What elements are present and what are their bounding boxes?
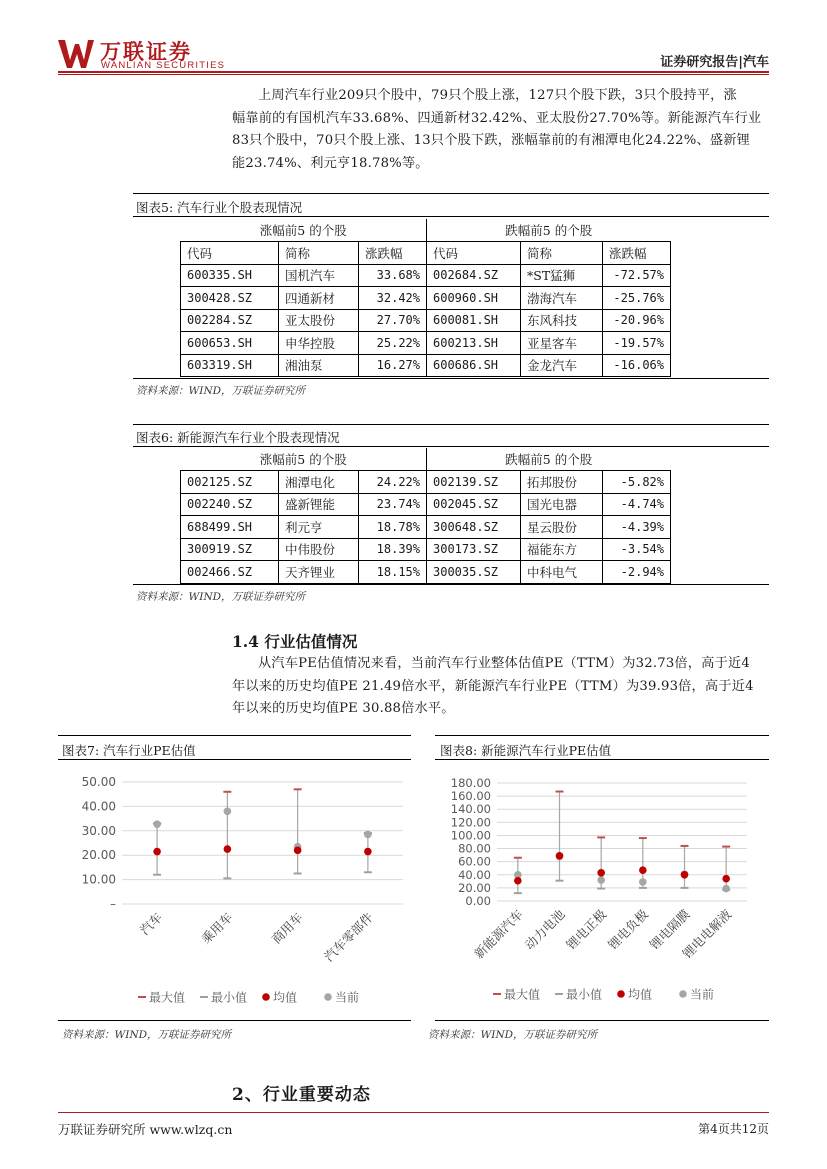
- company-logo-icon: [58, 38, 94, 70]
- fig8-caption: 图表8: 新能源汽车行业PE估值: [440, 743, 612, 758]
- stock-change: -20.96%: [603, 309, 671, 332]
- stock-code: 002240.SZ: [181, 493, 279, 516]
- fig6-top-rule: [133, 424, 769, 425]
- category-label: 动力电池: [521, 906, 568, 953]
- stock-code: 603319.SH: [181, 354, 279, 377]
- stock-name: 中伟股份: [279, 538, 359, 561]
- fig8-bottom-rule: [435, 1020, 769, 1021]
- header-rule-thin: [58, 74, 769, 75]
- stock-code: 002045.SZ: [427, 493, 521, 516]
- intro-paragraph: [232, 85, 770, 175]
- category-label: 锂电隔膜: [646, 906, 693, 953]
- col-name: 简称: [279, 242, 359, 265]
- table-row: [181, 538, 671, 561]
- category-label: 锂电电解液: [679, 906, 735, 962]
- stock-code: 300648.SZ: [427, 516, 521, 539]
- current-marker: [224, 807, 232, 815]
- mean-marker: [514, 877, 522, 885]
- stock-name: 星云股份: [521, 516, 603, 539]
- stock-change: 25.22%: [359, 332, 427, 355]
- col-change: 涨跌幅: [359, 242, 427, 265]
- stock-name: 天齐锂业: [279, 561, 359, 584]
- table-row: [181, 354, 671, 377]
- valuation-line: 年以来的历史均值PE 30.88倍水平。: [232, 701, 455, 716]
- stock-change: -4.39%: [603, 516, 671, 539]
- stock-change: -25.76%: [603, 287, 671, 310]
- y-tick-label: 30.00: [81, 823, 116, 838]
- stock-change: -19.57%: [603, 332, 671, 355]
- legend-label: 均值: [628, 987, 653, 1002]
- col-name: 简称: [521, 242, 603, 265]
- legend-label: 当前: [690, 987, 715, 1002]
- stock-change: 18.39%: [359, 538, 427, 561]
- y-tick-label: 120.00: [450, 815, 491, 830]
- fig8-source-text: 资料来源：WIND，万联证券研究所: [428, 1029, 598, 1041]
- legend-swatch: [679, 990, 687, 998]
- legend-label: 均值: [273, 990, 298, 1005]
- fig5-caption-rule: [133, 216, 769, 217]
- fig6-caption-rule: [133, 446, 769, 447]
- stock-name: 四通新材: [279, 287, 359, 310]
- fig6-source: 资料来源：WIND，万联证券研究所: [136, 591, 306, 603]
- table-row: [181, 516, 671, 539]
- stock-change: 24.22%: [359, 471, 427, 494]
- current-marker: [597, 876, 605, 884]
- fig6-losers-header: 跌幅前5 的个股: [427, 448, 671, 471]
- legend-label: 最大值: [504, 987, 541, 1002]
- col-code: 代码: [427, 242, 521, 265]
- category-label: 锂电正极: [563, 906, 610, 953]
- stock-name: 中科电气: [521, 561, 603, 584]
- stock-code: 002684.SZ: [427, 264, 521, 287]
- stock-name: 亚星客车: [521, 332, 603, 355]
- table-row: [181, 493, 671, 516]
- fig8-chart: [435, 762, 769, 1018]
- mean-marker: [597, 869, 605, 877]
- col-code: 代码: [181, 242, 279, 265]
- mean-marker: [722, 875, 730, 883]
- valuation-line: 年以来的历史均值PE 21.49倍水平，新能源汽车行业PE（TTM）为39.93倍，高于近4: [232, 678, 754, 694]
- stock-code: 600960.SH: [427, 287, 521, 310]
- y-tick-label: –: [110, 897, 116, 911]
- legend-label: 当前: [335, 990, 360, 1005]
- stock-code: 002139.SZ: [427, 471, 521, 494]
- y-tick-label: 140.00: [450, 802, 491, 817]
- category-label: 汽车: [136, 909, 166, 938]
- fig5-caption: 图表5: 汽车行业个股表现情况: [136, 200, 303, 215]
- intro-line: 83只个股中，70只个股上涨、13只个股下跌，涨幅靠前的有湘潭电化24.22%、盛新锂: [232, 133, 751, 148]
- logo-english-name: WANLIAN SECURITIES: [101, 60, 226, 71]
- stock-change: 23.74%: [359, 493, 427, 516]
- fig6-caption: 图表6: 新能源汽车行业个股表现情况: [136, 430, 340, 445]
- legend-label: 最小值: [211, 990, 248, 1005]
- fig7-top-rule: [58, 735, 411, 736]
- header-rule: [58, 71, 769, 73]
- table-row: [181, 287, 671, 310]
- stock-change: -2.94%: [603, 561, 671, 584]
- legend-label: 最大值: [149, 990, 186, 1005]
- fig7-caption: 图表7: 汽车行业PE估值: [62, 743, 196, 758]
- section-2-title: 2、行业重要动态: [232, 1085, 371, 1105]
- footer-left: 万联证券研究所 www.wlzq.cn: [58, 1122, 233, 1137]
- fig6-table: [180, 448, 671, 584]
- section-1-4-title: 1.4 行业估值情况: [232, 632, 358, 651]
- stock-name: 东风科技: [521, 309, 603, 332]
- fig8-source: [428, 1027, 769, 1042]
- y-tick-label: 160.00: [450, 789, 491, 804]
- fig5-group-header-row: [181, 219, 671, 242]
- legend-swatch: [617, 990, 625, 998]
- stock-name: 福能东方: [521, 538, 603, 561]
- intro-line: 幅靠前的有国机汽车33.68%、四通新材32.42%、亚太股份27.70%等。新能源汽车行业: [232, 110, 762, 126]
- stock-name: 拓邦股份: [521, 471, 603, 494]
- stock-name: *ST猛狮: [521, 264, 603, 287]
- valuation-line: 从汽车PE估值情况来看，当前汽车行业整体估值PE（TTM）为32.73倍，高于近4: [258, 656, 750, 671]
- section-1-4-paragraph: [232, 653, 770, 721]
- y-tick-label: 80.00: [458, 841, 491, 856]
- stock-change: -72.57%: [603, 264, 671, 287]
- fig5-top-rule: [133, 193, 769, 194]
- stock-change: 32.42%: [359, 287, 427, 310]
- logo-chinese-name: 万联证券: [100, 40, 192, 64]
- mean-marker: [639, 866, 647, 874]
- current-marker: [153, 820, 161, 828]
- y-tick-label: 0.00: [465, 894, 491, 908]
- category-label: 乘用车: [198, 909, 236, 947]
- stock-code: 600081.SH: [427, 309, 521, 332]
- y-tick-label: 40.00: [458, 867, 491, 882]
- stock-code: 300428.SZ: [181, 287, 279, 310]
- legend-swatch: [262, 993, 270, 1001]
- stock-code: 002125.SZ: [181, 471, 279, 494]
- stock-code: 002284.SZ: [181, 309, 279, 332]
- category-label: 汽车零部件: [321, 909, 376, 965]
- legend-label: 最小值: [566, 987, 603, 1002]
- current-marker: [639, 878, 647, 886]
- stock-code: 600653.SH: [181, 332, 279, 355]
- mean-marker: [681, 871, 689, 879]
- stock-name: 亚太股份: [279, 309, 359, 332]
- category-label: 新能源汽车: [471, 906, 526, 962]
- y-tick-label: 180.00: [450, 776, 491, 790]
- stock-name: 金龙汽车: [521, 354, 603, 377]
- stock-change: -5.82%: [603, 471, 671, 494]
- fig8-top-rule: [435, 735, 769, 736]
- stock-change: 16.27%: [359, 354, 427, 377]
- stock-name: 渤海汽车: [521, 287, 603, 310]
- stock-code: 300035.SZ: [427, 561, 521, 584]
- stock-code: 600686.SH: [427, 354, 521, 377]
- current-marker: [722, 885, 730, 893]
- table-row: [181, 309, 671, 332]
- intro-line: 能23.74%、利元亨18.78%等。: [232, 155, 429, 171]
- category-label: 锂电负极: [604, 906, 651, 953]
- stock-name: 湘油泵: [279, 354, 359, 377]
- stock-change: 27.70%: [359, 309, 427, 332]
- fig5-column-header-row: [181, 242, 671, 265]
- current-marker: [364, 831, 372, 839]
- stock-name: 盛新锂能: [279, 493, 359, 516]
- stock-name: 利元亨: [279, 516, 359, 539]
- table-row: [181, 471, 671, 494]
- mean-marker: [224, 845, 232, 853]
- legend-swatch: [324, 993, 332, 1001]
- stock-code: 300919.SZ: [181, 538, 279, 561]
- y-tick-label: 20.00: [81, 848, 116, 863]
- stock-change: 18.15%: [359, 561, 427, 584]
- fig5-losers-header: 跌幅前5 的个股: [427, 219, 671, 242]
- stock-code: 300173.SZ: [427, 538, 521, 561]
- table-row: [181, 561, 671, 584]
- category-label: 商用车: [268, 909, 306, 947]
- stock-change: 18.78%: [359, 516, 427, 539]
- fig6-bottom-rule: [133, 584, 769, 585]
- fig7-source: 资料来源：WIND，万联证券研究所: [62, 1029, 232, 1041]
- stock-name: 申华控股: [279, 332, 359, 355]
- fig5-gainers-header: 涨幅前5 的个股: [181, 219, 427, 242]
- y-tick-label: 20.00: [458, 880, 491, 895]
- y-tick-label: 60.00: [458, 854, 491, 869]
- stock-change: 33.68%: [359, 264, 427, 287]
- fig7-chart: [58, 762, 411, 1018]
- y-tick-label: 50.00: [81, 775, 116, 789]
- report-type-label: 证券研究报告|汽车: [660, 55, 769, 70]
- mean-marker: [556, 852, 564, 860]
- y-tick-label: 10.00: [81, 872, 116, 887]
- stock-code: 688499.SH: [181, 516, 279, 539]
- stock-name: 国机汽车: [279, 264, 359, 287]
- mean-marker: [364, 848, 372, 856]
- fig5-bottom-rule: [133, 378, 769, 379]
- table-row: [181, 332, 671, 355]
- intro-line: 上周汽车行业209只个股中，79只个股上涨，127只个股下跌，3只个股持平，涨: [258, 88, 737, 103]
- fig7-bottom-rule: [58, 1020, 411, 1021]
- stock-name: 国光电器: [521, 493, 603, 516]
- page-number: 第4页共12页: [698, 1122, 769, 1136]
- stock-code: 600213.SH: [427, 332, 521, 355]
- stock-name: 湘潭电化: [279, 471, 359, 494]
- stock-change: -16.06%: [603, 354, 671, 377]
- fig7-caption-rule: [58, 759, 411, 760]
- fig8-caption-rule: [435, 759, 769, 760]
- fig6-gainers-header: 涨幅前5 的个股: [181, 448, 427, 471]
- stock-change: -3.54%: [603, 538, 671, 561]
- stock-code: 002466.SZ: [181, 561, 279, 584]
- stock-code: 600335.SH: [181, 264, 279, 287]
- table-row: [181, 264, 671, 287]
- mean-marker: [153, 848, 161, 856]
- footer-rule: [58, 1112, 769, 1113]
- stock-change: -4.74%: [603, 493, 671, 516]
- col-change: 涨跌幅: [603, 242, 671, 265]
- mean-marker: [294, 847, 302, 855]
- fig5-table: [180, 219, 671, 377]
- fig5-source: 资料来源：WIND，万联证券研究所: [136, 385, 306, 397]
- y-tick-label: 100.00: [450, 828, 491, 843]
- fig6-group-header-row: [181, 448, 671, 471]
- y-tick-label: 40.00: [81, 799, 116, 814]
